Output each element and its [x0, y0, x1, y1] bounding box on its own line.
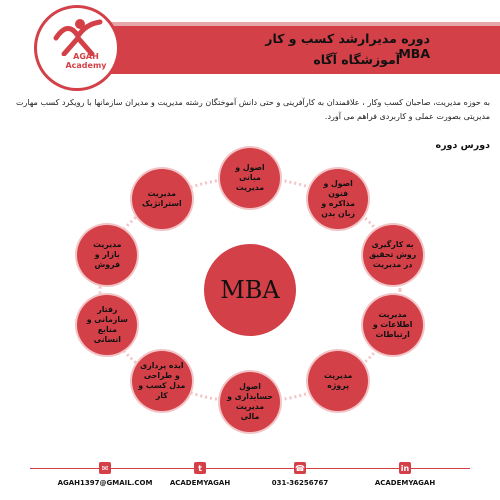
logo-text-line2: Academy: [65, 61, 107, 70]
course-diagram: [40, 150, 460, 430]
logo-mark-icon: [50, 16, 106, 56]
twitter-icon[interactable]: t: [194, 462, 206, 474]
logo-text: [56, 52, 116, 70]
course-node: [77, 295, 137, 355]
course-node-label: اصول و فنون مذاکره و زبان بدن: [321, 179, 356, 219]
course-node-label: اصول و مبانی مدیریت: [235, 163, 265, 192]
footer-contact-text: ACADEMYAGAH: [169, 479, 231, 487]
course-node-label: رفتار سازمانی و منابع انسانی: [86, 304, 128, 344]
course-node-label: ایده پردازی و طراحی مدل کسب و کار: [138, 360, 186, 400]
phone-icon[interactable]: ☎: [295, 463, 305, 473]
course-node: [308, 351, 368, 411]
linkedin-icon[interactable]: in: [400, 463, 410, 473]
page-subtitle: آموزشگاه آگاه: [313, 52, 400, 67]
logo-text-line1: AGAH: [73, 52, 99, 61]
course-node-label: مدیریت پروژه: [324, 370, 353, 390]
center-label: MBA: [220, 276, 280, 304]
footer-contact-text: ACADEMYAGAH: [374, 479, 436, 487]
course-node-label: مدیریت بازار و فروش: [93, 240, 122, 270]
course-node: [132, 351, 192, 411]
course-node: [363, 295, 423, 355]
course-node-label: به کارگیری روش تحقیق در مدیریت: [369, 240, 417, 270]
center-circle: [204, 244, 296, 336]
course-node: [220, 372, 280, 432]
course-node-label: مدیریت اطلاعات و ارتباطات: [372, 309, 413, 339]
course-node: [220, 148, 280, 208]
course-node-label: مدیریت استراتژیک: [141, 189, 182, 209]
course-node-label: اصول حسابداری و مدیریت مالی: [227, 382, 273, 421]
footer-contact-text: 031-36256767: [271, 479, 329, 487]
course-node: [132, 169, 192, 229]
footer-contact-text: AGAH1397@GMAIL.COM: [57, 479, 153, 487]
email-icon[interactable]: ✉: [99, 462, 111, 474]
intro-paragraph: به حوزه مدیریت، صاحبان کسب وکار ، علاقمندان به کارآفرینی و حتی دانش آموختگان رشته مدیریت و مدیران سازمانها با رویکرد کسب مهارت مدیریتی بصورت عملی و کاربردی فراهم می آورد.: [16, 98, 490, 121]
page-title: دوره مدیرارشد کسب و کار MBA: [265, 31, 430, 61]
course-node: [363, 225, 423, 285]
courses-heading: دورس دوره: [435, 140, 490, 151]
